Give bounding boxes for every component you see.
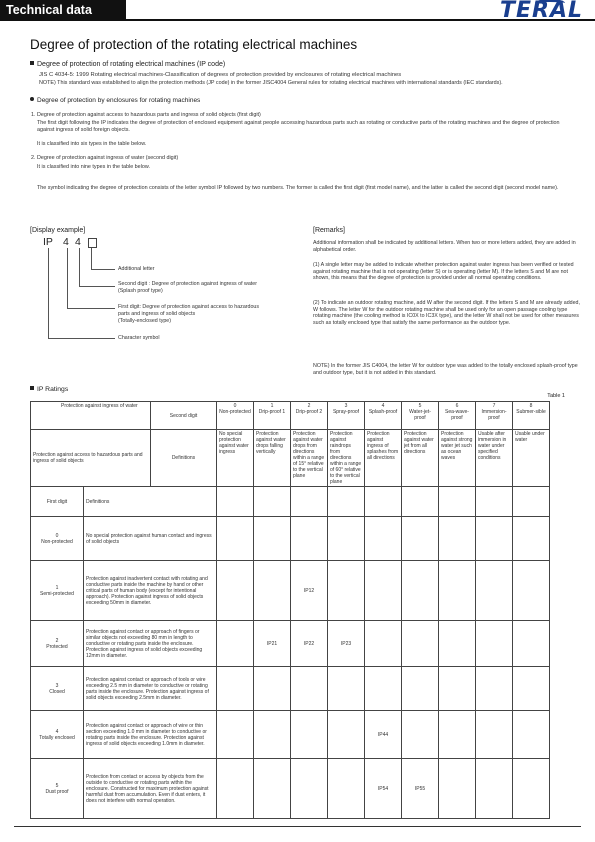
water-definition: Protection against water drops from directions within a range of 15° relative to the vertical plane bbox=[291, 430, 328, 487]
water-digit-header bbox=[439, 402, 476, 430]
water-definition: No special protection against water ingress bbox=[217, 430, 254, 487]
ip-rating-cell bbox=[513, 561, 550, 621]
second-digit-types: It is classified into nine types in the table below. bbox=[37, 164, 150, 170]
empty-cell bbox=[439, 487, 476, 517]
table-row bbox=[31, 711, 550, 759]
definitions-column-header: Definitions bbox=[84, 487, 217, 517]
example-first-digit: 4 bbox=[63, 236, 69, 248]
ip-rating-cell bbox=[476, 759, 513, 819]
first-digit-number: 0 bbox=[55, 532, 59, 539]
water-digit-header bbox=[291, 402, 328, 430]
connector-line bbox=[91, 269, 115, 270]
water-digit-number: 4 bbox=[381, 403, 385, 409]
ip-rating-cell bbox=[254, 561, 291, 621]
water-digit-header bbox=[402, 402, 439, 430]
ip-rating-cell bbox=[402, 711, 439, 759]
first-digit-number: 4 bbox=[55, 728, 59, 735]
water-digit-header bbox=[254, 402, 291, 430]
first-digit-cell bbox=[31, 621, 84, 667]
table-row bbox=[31, 621, 550, 667]
example-additional-letter-box bbox=[88, 238, 97, 248]
ip-rating-cell bbox=[365, 667, 402, 711]
water-definition: Protection against strong water jet such as ocean waves bbox=[439, 430, 476, 487]
connector-line bbox=[79, 248, 80, 286]
first-digit-sub: (Totally-enclosed type) bbox=[118, 318, 171, 324]
ip-rating-cell bbox=[513, 517, 550, 561]
ip-rating-cell bbox=[476, 621, 513, 667]
symbol-description: The symbol indicating the degree of protection consists of the letter symbol IP followed by two numbers. The former is called the first digit (first model name), and the latter is called the second digit (second model name). bbox=[37, 185, 559, 191]
ip-rating-cell bbox=[291, 759, 328, 819]
water-definition: Usable after immersion in water under specified conditions bbox=[476, 430, 513, 487]
first-digit-number: 3 bbox=[55, 682, 59, 689]
remarks-label: [Remarks] bbox=[313, 227, 345, 234]
connector-line bbox=[48, 248, 49, 338]
ip-rating-cell bbox=[217, 759, 254, 819]
ip-rating-cell bbox=[254, 711, 291, 759]
character-symbol-label: Character symbol bbox=[118, 335, 160, 341]
definitions-header: Definitions bbox=[151, 430, 217, 487]
first-digit-cell bbox=[31, 667, 84, 711]
first-digit-cell bbox=[31, 517, 84, 561]
ip-rating-cell bbox=[476, 667, 513, 711]
remarks-item-2: (2) To indicate an outdoor rotating machine, add W after the second digit. If the letters S and M are already added, W follows. The letter W for the outdoor rotating machine shall be used only for an open passage cooling type rotating machine (the cooling method is IC0X to IC3X type), and the letter W shall not be used for other measures such as totally enclosed type that satisfy the same performance as the outdoor type. bbox=[313, 300, 580, 326]
ip-rating-cell bbox=[328, 517, 365, 561]
ip-rating-cell bbox=[439, 621, 476, 667]
empty-cell bbox=[402, 487, 439, 517]
connector-line bbox=[67, 308, 115, 309]
ip-rating-cell bbox=[439, 561, 476, 621]
ip-ratings-heading: IP Ratings bbox=[30, 386, 68, 393]
example-second-digit: 4 bbox=[75, 236, 81, 248]
water-digit-name: Spray-proof bbox=[332, 409, 360, 415]
ip-rating-cell bbox=[254, 667, 291, 711]
table-number: Table 1 bbox=[547, 393, 565, 399]
first-digit-name: Protected bbox=[46, 643, 68, 650]
water-digit-name: Immersion-proof bbox=[481, 409, 507, 421]
ip-rating-cell bbox=[365, 561, 402, 621]
example-ip-letters: IP bbox=[43, 236, 53, 248]
first-digit-name: Semi-protected bbox=[40, 590, 74, 597]
water-digit-name: Non-protected bbox=[219, 409, 251, 415]
page-title: Degree of protection of the rotating electrical machines bbox=[30, 37, 358, 52]
connector-line bbox=[67, 248, 68, 308]
section-title: Technical data bbox=[6, 3, 92, 17]
ip-rating-cell bbox=[402, 621, 439, 667]
first-digit-cell bbox=[31, 561, 84, 621]
ip-rating-cell: IP23 bbox=[328, 621, 365, 667]
ip-rating-cell bbox=[328, 561, 365, 621]
water-digit-number: 0 bbox=[233, 403, 237, 409]
ip-rating-cell bbox=[328, 711, 365, 759]
ip-rating-cell bbox=[254, 517, 291, 561]
connector-line bbox=[79, 286, 115, 287]
display-example-label: [Display example] bbox=[30, 227, 86, 234]
water-digit-name: Sea-wave-proof bbox=[445, 409, 469, 421]
water-digit-header bbox=[217, 402, 254, 430]
ip-rating-cell: IP55 bbox=[402, 759, 439, 819]
water-digit-number: 2 bbox=[307, 403, 311, 409]
table-row bbox=[31, 517, 550, 561]
first-digit-definition: Protection from contact or access by objects from the outside to conductive or rotating parts within the enclosure. Constructed for maximum protection against harmful dust from accumulation. Even if dust enters, it does not interfere with normal operation. bbox=[84, 759, 217, 819]
first-digit-label: First digit: Degree of protection against access to hazardous bbox=[118, 304, 260, 310]
second-digit-label: Second digit : Degree of protection against ingress of water bbox=[118, 281, 257, 287]
empty-cell bbox=[254, 487, 291, 517]
water-digit-header bbox=[365, 402, 402, 430]
ip-rating-cell bbox=[476, 561, 513, 621]
table-row bbox=[31, 667, 550, 711]
ip-rating-cell bbox=[328, 667, 365, 711]
water-digit-name: Drip-proof 1 bbox=[258, 409, 286, 415]
empty-cell bbox=[365, 487, 402, 517]
ip-rating-cell bbox=[217, 711, 254, 759]
first-digit-definition: No special protection against human contact and ingress of solid objects bbox=[84, 517, 217, 561]
first-digit-name: Dust proof bbox=[45, 788, 69, 795]
first-digit-name: Totally enclosed bbox=[39, 734, 75, 741]
water-digit-number: 1 bbox=[270, 403, 274, 409]
first-digit-name: Closed bbox=[49, 688, 65, 695]
first-digit-definition: Protection against contact or approach of wire or thin section exceeding 1.0 mm in diameter to conductive or rotating parts inside the enclosure. Protection against ingress of solid objects exceeding 1.0mm in diameter. bbox=[84, 711, 217, 759]
additional-letter-label: Additional letter bbox=[118, 266, 155, 272]
water-protection-header: Protection against ingress of water bbox=[31, 402, 151, 430]
ip-rating-cell bbox=[291, 667, 328, 711]
ip-rating-cell: IP12 bbox=[291, 561, 328, 621]
empty-cell bbox=[476, 487, 513, 517]
water-definition: Protection against ingress of splashes from all directions bbox=[365, 430, 402, 487]
water-digit-name: Splash-proof bbox=[368, 409, 398, 415]
ip-rating-cell: IP44 bbox=[365, 711, 402, 759]
first-digit-definition: Protection against contact or approach of tools or wire exceeding 2.5 mm in diameter to conductive or rotating parts inside the enclosure. Protection against ingress of solid objects exceeding 2.5mm in diameter. bbox=[84, 667, 217, 711]
connector-line bbox=[48, 338, 115, 339]
water-digit-name: Submer-sible bbox=[516, 409, 546, 415]
ip-rating-cell bbox=[217, 517, 254, 561]
water-digit-number: 8 bbox=[529, 403, 533, 409]
ip-rating-cell bbox=[513, 621, 550, 667]
first-digit-definition: Protection against inadvertent contact with rotating and conductive parts inside the machine by hand or other critical parts of human body (except for intentional approach). Protection against ingress of solid objects exceeding 50mm in diameter. bbox=[84, 561, 217, 621]
water-digit-name: Water-jet-proof bbox=[409, 409, 431, 421]
water-digit-number: 3 bbox=[344, 403, 348, 409]
ip-rating-cell bbox=[439, 711, 476, 759]
teral-logo: TERAL bbox=[499, 0, 583, 23]
first-digit-cell bbox=[31, 711, 84, 759]
ip-rating-cell bbox=[217, 561, 254, 621]
ip-rating-cell bbox=[513, 711, 550, 759]
first-digit-number: 2 bbox=[55, 637, 59, 644]
remarks-note: NOTE) In the former JIS C4004, the letter W for outdoor type was added to the totally enclosed splash-proof type and outdoor type, but it is not added in this standard. bbox=[313, 363, 578, 376]
ip-rating-cell: IP54 bbox=[365, 759, 402, 819]
empty-cell bbox=[513, 487, 550, 517]
square-bullet-icon bbox=[30, 386, 34, 390]
second-digit-title: 2. Degree of protection against ingress of water (second digit) bbox=[31, 155, 179, 161]
water-digit-name: Drip-proof 2 bbox=[295, 409, 323, 415]
ip-rating-cell bbox=[217, 667, 254, 711]
water-definition: Protection against water jet from all directions bbox=[402, 430, 439, 487]
empty-cell bbox=[328, 487, 365, 517]
ip-rating-cell bbox=[439, 517, 476, 561]
ip-code-standard: JIS C 4034-5: 1999 Rotating electrical machines-Classification of degrees of protection provided by enclosures of rotating electrical machines bbox=[39, 72, 402, 78]
remarks-intro: Additional information shall be indicated by additional letters. When two or more letters added, they are added in alphabetical order. bbox=[313, 240, 576, 253]
water-digit-number: 7 bbox=[492, 403, 496, 409]
first-digit-number: 5 bbox=[55, 782, 59, 789]
ip-rating-cell bbox=[513, 667, 550, 711]
round-bullet-icon bbox=[30, 97, 34, 101]
water-definition: Usable under water bbox=[513, 430, 550, 487]
empty-cell bbox=[217, 487, 254, 517]
water-definition: Protection against raindrops from directions within a range of 60° relative to the vertical plane bbox=[328, 430, 365, 487]
empty-cell bbox=[291, 487, 328, 517]
solids-protection-header: Protection against access to hazardous parts and ingress of solid objects bbox=[31, 430, 151, 487]
water-digit-header bbox=[328, 402, 365, 430]
first-digit-label-2: parts and ingress of solid objects bbox=[118, 311, 196, 317]
ip-ratings-table bbox=[30, 401, 550, 819]
ip-rating-cell bbox=[402, 561, 439, 621]
water-digit-header bbox=[476, 402, 513, 430]
table-row bbox=[31, 759, 550, 819]
table-row bbox=[31, 561, 550, 621]
first-digit-types: It is classified into six types in the table below. bbox=[37, 141, 147, 147]
ip-rating-cell bbox=[439, 759, 476, 819]
ip-rating-cell bbox=[328, 759, 365, 819]
footer-rule bbox=[14, 826, 581, 827]
ip-rating-cell bbox=[513, 759, 550, 819]
first-digit-body: The first digit following the IP indicates the degree of protection of enclosed equipment against people accessing hazardous parts such as rotating or conductive parts of the rotating machines and the degree of protection against ingress of solid foreign objects. bbox=[37, 120, 560, 133]
page-header bbox=[0, 0, 595, 22]
water-digit-number: 5 bbox=[418, 403, 422, 409]
water-definition: Protection against water drops falling vertically bbox=[254, 430, 291, 487]
ip-rating-cell bbox=[365, 517, 402, 561]
ip-rating-cell bbox=[291, 711, 328, 759]
connector-line bbox=[91, 248, 92, 270]
ip-rating-cell: IP22 bbox=[291, 621, 328, 667]
first-digit-column-header: First digit bbox=[31, 487, 84, 517]
first-digit-title: 1. Degree of protection against access to hazardous parts and ingress of solid objects (first digit) bbox=[31, 112, 261, 118]
ip-rating-cell bbox=[217, 621, 254, 667]
ip-rating-cell bbox=[291, 517, 328, 561]
ip-code-note: NOTE) This standard was established to align the protection methods (JP code) in the former JISC4004 General rules for rotating electrical machines with international standards (IEC standards). bbox=[39, 80, 503, 86]
second-digit-sub: (Splash proof type) bbox=[118, 288, 163, 294]
enclosure-heading: Degree of protection by enclosures for rotating machines bbox=[30, 97, 200, 104]
water-digit-number: 6 bbox=[455, 403, 459, 409]
ip-code-heading: Degree of protection of rotating electrical machines (IP code) bbox=[30, 61, 225, 68]
water-digit-header bbox=[513, 402, 550, 430]
ip-rating-cell: IP21 bbox=[254, 621, 291, 667]
first-digit-name: Non-protected bbox=[41, 538, 73, 545]
ip-rating-cell bbox=[402, 517, 439, 561]
second-digit-header: Second digit bbox=[151, 402, 217, 430]
ip-rating-cell bbox=[402, 667, 439, 711]
square-bullet-icon bbox=[30, 61, 34, 65]
ip-rating-cell bbox=[476, 711, 513, 759]
first-digit-number: 1 bbox=[55, 584, 59, 591]
ip-rating-cell bbox=[365, 621, 402, 667]
ip-rating-cell bbox=[439, 667, 476, 711]
ip-rating-cell bbox=[476, 517, 513, 561]
first-digit-cell bbox=[31, 759, 84, 819]
first-digit-definition: Protection against contact or approach of fingers or similar objects not exceeding 80 mm in length to conductive or rotating parts inside the enclosure. Protection against ingress of solid objects exceeding 12mm in diameter. bbox=[84, 621, 217, 667]
remarks-item-1: (1) A single letter may be added to indicate whether protection against water ingress has been verified or tested against rotating machine that is not operating (letter S) or is operating (letter M). If the letters S and M are not shown, this means that the degree of protection is provided under all normal operating conditions. bbox=[313, 262, 574, 281]
ip-rating-cell bbox=[254, 759, 291, 819]
